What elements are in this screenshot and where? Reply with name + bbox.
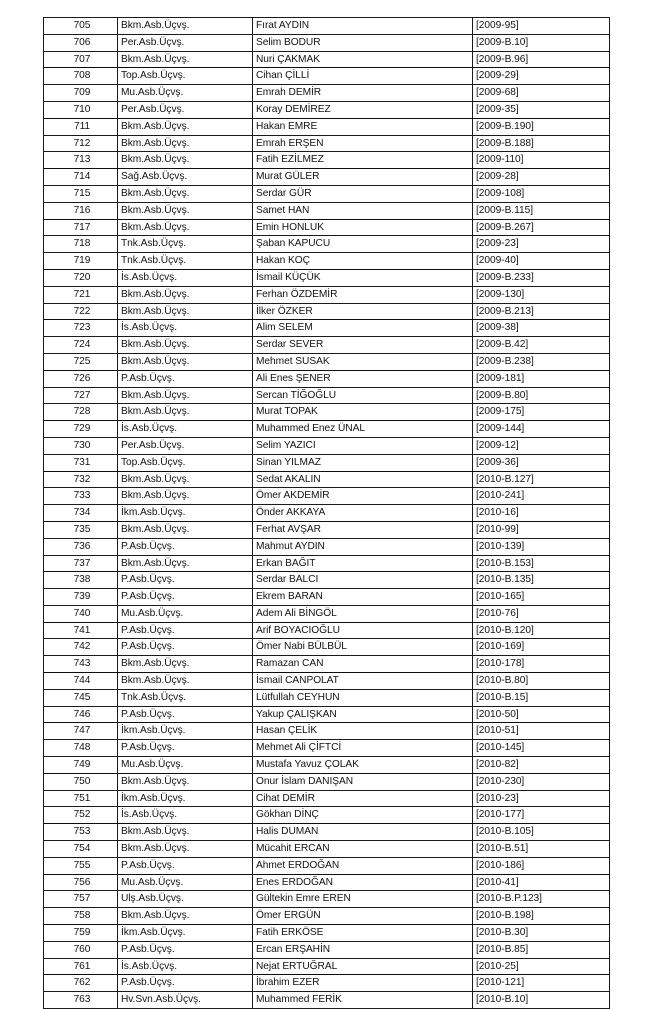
cell-person-name: Serdar GÜR	[253, 185, 473, 202]
cell-rank-branch: Tnk.Asb.Üçvş.	[118, 253, 253, 270]
cell-person-name: Muhammed FERİK	[253, 992, 473, 1009]
cell-sequence-number: 714	[44, 169, 118, 186]
cell-sequence-number: 712	[44, 135, 118, 152]
cell-sequence-number: 728	[44, 404, 118, 421]
cell-reference-code: [2009-B.10]	[473, 34, 610, 51]
cell-rank-branch: Bkm.Asb.Üçvş.	[118, 51, 253, 68]
table-row	[44, 236, 610, 253]
cell-rank-branch: Bkm.Asb.Üçvş.	[118, 353, 253, 370]
table-row	[44, 908, 610, 925]
cell-rank-branch: P.Asb.Üçvş.	[118, 639, 253, 656]
cell-person-name: Ferhan ÖZDEMİR	[253, 286, 473, 303]
cell-rank-branch: Bkm.Asb.Üçvş.	[118, 824, 253, 841]
cell-sequence-number: 749	[44, 757, 118, 774]
cell-rank-branch: İs.Asb.Üçvş.	[118, 269, 253, 286]
cell-reference-code: [2009-B.213]	[473, 303, 610, 320]
cell-rank-branch: İkm.Asb.Üçvş.	[118, 723, 253, 740]
cell-reference-code: [2009-B.190]	[473, 118, 610, 135]
cell-person-name: Ahmet ERDOĞAN	[253, 857, 473, 874]
cell-sequence-number: 742	[44, 639, 118, 656]
cell-sequence-number: 743	[44, 656, 118, 673]
cell-sequence-number: 751	[44, 790, 118, 807]
cell-rank-branch: Bkm.Asb.Üçvş.	[118, 337, 253, 354]
cell-rank-branch: İs.Asb.Üçvş.	[118, 421, 253, 438]
cell-person-name: Adem Ali BİNGÖL	[253, 605, 473, 622]
cell-person-name: Mahmut AYDIN	[253, 538, 473, 555]
cell-rank-branch: Bkm.Asb.Üçvş.	[118, 219, 253, 236]
table-row	[44, 925, 610, 942]
cell-sequence-number: 713	[44, 152, 118, 169]
cell-person-name: Serdar SEVER	[253, 337, 473, 354]
cell-sequence-number: 738	[44, 572, 118, 589]
table-row	[44, 185, 610, 202]
cell-reference-code: [2010-B.51]	[473, 841, 610, 858]
cell-sequence-number: 710	[44, 101, 118, 118]
cell-rank-branch: Per.Asb.Üçvş.	[118, 437, 253, 454]
cell-sequence-number: 722	[44, 303, 118, 320]
cell-person-name: Erkan BAĞIT	[253, 555, 473, 572]
table-row	[44, 706, 610, 723]
table-row	[44, 320, 610, 337]
table-row	[44, 975, 610, 992]
cell-sequence-number: 739	[44, 589, 118, 606]
cell-sequence-number: 735	[44, 521, 118, 538]
cell-reference-code: [2009-B.42]	[473, 337, 610, 354]
cell-reference-code: [2009-B.267]	[473, 219, 610, 236]
cell-reference-code: [2010-145]	[473, 740, 610, 757]
cell-rank-branch: Mu.Asb.Üçvş.	[118, 605, 253, 622]
cell-sequence-number: 711	[44, 118, 118, 135]
cell-rank-branch: İkm.Asb.Üçvş.	[118, 790, 253, 807]
cell-rank-branch: Bkm.Asb.Üçvş.	[118, 841, 253, 858]
cell-person-name: Emrah DEMİR	[253, 85, 473, 102]
cell-person-name: Hasan ÇELİK	[253, 723, 473, 740]
cell-sequence-number: 753	[44, 824, 118, 841]
cell-reference-code: [2009-B.188]	[473, 135, 610, 152]
cell-rank-branch: Tnk.Asb.Üçvş.	[118, 689, 253, 706]
cell-reference-code: [2009-175]	[473, 404, 610, 421]
table-row	[44, 773, 610, 790]
cell-sequence-number: 724	[44, 337, 118, 354]
cell-reference-code: [2009-68]	[473, 85, 610, 102]
cell-rank-branch: Bkm.Asb.Üçvş.	[118, 404, 253, 421]
table-row	[44, 85, 610, 102]
cell-rank-branch: P.Asb.Üçvş.	[118, 706, 253, 723]
cell-sequence-number: 733	[44, 488, 118, 505]
cell-person-name: Arif BOYACIOĞLU	[253, 622, 473, 639]
cell-rank-branch: Bkm.Asb.Üçvş.	[118, 286, 253, 303]
cell-sequence-number: 763	[44, 992, 118, 1009]
cell-reference-code: [2010-B.127]	[473, 471, 610, 488]
cell-sequence-number: 719	[44, 253, 118, 270]
cell-person-name: Halis DUMAN	[253, 824, 473, 841]
cell-reference-code: [2009-40]	[473, 253, 610, 270]
table-row	[44, 135, 610, 152]
cell-person-name: Muhammed Enez ÜNAL	[253, 421, 473, 438]
table-row	[44, 286, 610, 303]
table-row	[44, 673, 610, 690]
table-row	[44, 740, 610, 757]
cell-person-name: Nejat ERTUĞRAL	[253, 958, 473, 975]
table-row	[44, 152, 610, 169]
cell-reference-code: [2010-B.30]	[473, 925, 610, 942]
table-row	[44, 538, 610, 555]
cell-person-name: Murat GÜLER	[253, 169, 473, 186]
cell-reference-code: [2010-186]	[473, 857, 610, 874]
cell-reference-code: [2010-169]	[473, 639, 610, 656]
cell-reference-code: [2009-38]	[473, 320, 610, 337]
table-row	[44, 353, 610, 370]
cell-person-name: Mehmet SUSAK	[253, 353, 473, 370]
cell-reference-code: [2009-B.233]	[473, 269, 610, 286]
cell-rank-branch: Per.Asb.Üçvş.	[118, 101, 253, 118]
cell-reference-code: [2009-23]	[473, 236, 610, 253]
cell-reference-code: [2009-108]	[473, 185, 610, 202]
cell-person-name: Cihat DEMİR	[253, 790, 473, 807]
table-row	[44, 202, 610, 219]
table-row	[44, 68, 610, 85]
cell-reference-code: [2009-B.238]	[473, 353, 610, 370]
table-row	[44, 807, 610, 824]
cell-reference-code: [2009-B.96]	[473, 51, 610, 68]
cell-person-name: Fatih EZİLMEZ	[253, 152, 473, 169]
cell-reference-code: [2009-144]	[473, 421, 610, 438]
cell-sequence-number: 706	[44, 34, 118, 51]
cell-person-name: Selim YAZICI	[253, 437, 473, 454]
cell-sequence-number: 754	[44, 841, 118, 858]
cell-sequence-number: 716	[44, 202, 118, 219]
table-row	[44, 841, 610, 858]
cell-reference-code: [2010-B.198]	[473, 908, 610, 925]
cell-person-name: Murat TOPAK	[253, 404, 473, 421]
cell-reference-code: [2009-28]	[473, 169, 610, 186]
cell-rank-branch: Bkm.Asb.Üçvş.	[118, 471, 253, 488]
cell-sequence-number: 721	[44, 286, 118, 303]
cell-sequence-number: 729	[44, 421, 118, 438]
cell-person-name: Mustafa Yavuz ÇOLAK	[253, 757, 473, 774]
cell-sequence-number: 734	[44, 505, 118, 522]
cell-sequence-number: 732	[44, 471, 118, 488]
table-row	[44, 505, 610, 522]
cell-sequence-number: 731	[44, 454, 118, 471]
roster-table-body	[44, 18, 610, 1009]
cell-sequence-number: 740	[44, 605, 118, 622]
cell-sequence-number: 750	[44, 773, 118, 790]
cell-reference-code: [2010-B.15]	[473, 689, 610, 706]
cell-reference-code: [2010-165]	[473, 589, 610, 606]
cell-rank-branch: Bkm.Asb.Üçvş.	[118, 656, 253, 673]
cell-reference-code: [2010-B.85]	[473, 941, 610, 958]
cell-reference-code: [2010-16]	[473, 505, 610, 522]
table-row	[44, 941, 610, 958]
table-row	[44, 219, 610, 236]
table-row	[44, 34, 610, 51]
cell-reference-code: [2010-50]	[473, 706, 610, 723]
cell-rank-branch: Bkm.Asb.Üçvş.	[118, 555, 253, 572]
cell-person-name: Emrah ERŞEN	[253, 135, 473, 152]
table-row	[44, 958, 610, 975]
table-row	[44, 555, 610, 572]
cell-reference-code: [2010-139]	[473, 538, 610, 555]
cell-rank-branch: P.Asb.Üçvş.	[118, 589, 253, 606]
cell-person-name: Serdar BALCI	[253, 572, 473, 589]
cell-rank-branch: P.Asb.Üçvş.	[118, 857, 253, 874]
cell-person-name: Ömer Nabi BÜLBÜL	[253, 639, 473, 656]
cell-person-name: Koray DEMİREZ	[253, 101, 473, 118]
cell-reference-code: [2009-B.115]	[473, 202, 610, 219]
cell-sequence-number: 757	[44, 891, 118, 908]
cell-person-name: Alim SELEM	[253, 320, 473, 337]
cell-person-name: Fatih ERKÖSE	[253, 925, 473, 942]
cell-reference-code: [2010-121]	[473, 975, 610, 992]
cell-person-name: Selim BODUR	[253, 34, 473, 51]
cell-rank-branch: Bkm.Asb.Üçvş.	[118, 908, 253, 925]
cell-person-name: Ramazan CAN	[253, 656, 473, 673]
cell-sequence-number: 761	[44, 958, 118, 975]
cell-rank-branch: P.Asb.Üçvş.	[118, 622, 253, 639]
cell-reference-code: [2010-25]	[473, 958, 610, 975]
cell-reference-code: [2010-177]	[473, 807, 610, 824]
cell-sequence-number: 746	[44, 706, 118, 723]
cell-reference-code: [2009-36]	[473, 454, 610, 471]
table-row	[44, 169, 610, 186]
table-row	[44, 18, 610, 35]
cell-person-name: Ömer AKDEMİR	[253, 488, 473, 505]
cell-person-name: Nuri ÇAKMAK	[253, 51, 473, 68]
cell-person-name: Mehmet Ali ÇİFTCİ	[253, 740, 473, 757]
cell-reference-code: [2010-82]	[473, 757, 610, 774]
cell-rank-branch: Bkm.Asb.Üçvş.	[118, 521, 253, 538]
cell-reference-code: [2009-181]	[473, 370, 610, 387]
cell-person-name: Ömer ERGÜN	[253, 908, 473, 925]
cell-reference-code: [2010-B.80]	[473, 673, 610, 690]
table-row	[44, 51, 610, 68]
cell-reference-code: [2010-241]	[473, 488, 610, 505]
cell-person-name: Hakan EMRE	[253, 118, 473, 135]
cell-person-name: Yakup ÇALIŞKAN	[253, 706, 473, 723]
cell-sequence-number: 759	[44, 925, 118, 942]
cell-rank-branch: Bkm.Asb.Üçvş.	[118, 152, 253, 169]
cell-person-name: Sinan YILMAZ	[253, 454, 473, 471]
cell-person-name: Gökhan DİNÇ	[253, 807, 473, 824]
cell-sequence-number: 726	[44, 370, 118, 387]
table-row	[44, 303, 610, 320]
cell-person-name: İbrahim EZER	[253, 975, 473, 992]
cell-rank-branch: Bkm.Asb.Üçvş.	[118, 673, 253, 690]
table-row	[44, 757, 610, 774]
cell-person-name: Onur İslam DANIŞAN	[253, 773, 473, 790]
table-row	[44, 622, 610, 639]
cell-person-name: Mücahit ERCAN	[253, 841, 473, 858]
cell-reference-code: [2010-51]	[473, 723, 610, 740]
cell-sequence-number: 736	[44, 538, 118, 555]
cell-rank-branch: Mu.Asb.Üçvş.	[118, 757, 253, 774]
cell-sequence-number: 718	[44, 236, 118, 253]
cell-rank-branch: Bkm.Asb.Üçvş.	[118, 773, 253, 790]
cell-person-name: Önder AKKAYA	[253, 505, 473, 522]
table-row	[44, 521, 610, 538]
cell-reference-code: [2010-76]	[473, 605, 610, 622]
cell-sequence-number: 717	[44, 219, 118, 236]
cell-person-name: Sedat AKALIN	[253, 471, 473, 488]
cell-sequence-number: 762	[44, 975, 118, 992]
table-row	[44, 656, 610, 673]
cell-sequence-number: 709	[44, 85, 118, 102]
table-row	[44, 118, 610, 135]
cell-reference-code: [2010-99]	[473, 521, 610, 538]
table-row	[44, 437, 610, 454]
table-row	[44, 572, 610, 589]
cell-rank-branch: P.Asb.Üçvş.	[118, 740, 253, 757]
cell-reference-code: [2009-110]	[473, 152, 610, 169]
cell-person-name: Ferhat AVŞAR	[253, 521, 473, 538]
cell-rank-branch: P.Asb.Üçvş.	[118, 370, 253, 387]
cell-reference-code: [2010-230]	[473, 773, 610, 790]
cell-person-name: İlker ÖZKER	[253, 303, 473, 320]
cell-person-name: Hakan KOÇ	[253, 253, 473, 270]
cell-person-name: Fırat AYDIN	[253, 18, 473, 35]
cell-person-name: İsmail KÜÇÜK	[253, 269, 473, 286]
cell-rank-branch: P.Asb.Üçvş.	[118, 538, 253, 555]
table-row	[44, 421, 610, 438]
cell-rank-branch: P.Asb.Üçvş.	[118, 572, 253, 589]
cell-reference-code: [2009-12]	[473, 437, 610, 454]
table-row	[44, 370, 610, 387]
table-row	[44, 471, 610, 488]
table-row	[44, 891, 610, 908]
table-row	[44, 387, 610, 404]
cell-rank-branch: İkm.Asb.Üçvş.	[118, 505, 253, 522]
cell-rank-branch: Ulş.Asb.Üçvş.	[118, 891, 253, 908]
cell-sequence-number: 723	[44, 320, 118, 337]
cell-sequence-number: 755	[44, 857, 118, 874]
cell-person-name: Ercan ERŞAHİN	[253, 941, 473, 958]
cell-reference-code: [2009-95]	[473, 18, 610, 35]
table-row	[44, 337, 610, 354]
table-row	[44, 689, 610, 706]
cell-rank-branch: Mu.Asb.Üçvş.	[118, 874, 253, 891]
cell-rank-branch: İs.Asb.Üçvş.	[118, 320, 253, 337]
cell-reference-code: [2010-B.120]	[473, 622, 610, 639]
cell-reference-code: [2010-B.10]	[473, 992, 610, 1009]
cell-rank-branch: Bkm.Asb.Üçvş.	[118, 488, 253, 505]
cell-person-name: Lütfullah CEYHUN	[253, 689, 473, 706]
cell-rank-branch: Bkm.Asb.Üçvş.	[118, 18, 253, 35]
table-row	[44, 723, 610, 740]
cell-rank-branch: Bkm.Asb.Üçvş.	[118, 202, 253, 219]
cell-rank-branch: Per.Asb.Üçvş.	[118, 34, 253, 51]
cell-sequence-number: 756	[44, 874, 118, 891]
cell-sequence-number: 741	[44, 622, 118, 639]
cell-person-name: İsmail CANPOLAT	[253, 673, 473, 690]
table-row	[44, 488, 610, 505]
cell-person-name: Emin HONLUK	[253, 219, 473, 236]
table-row	[44, 639, 610, 656]
cell-rank-branch: İs.Asb.Üçvş.	[118, 807, 253, 824]
table-row	[44, 589, 610, 606]
table-row	[44, 824, 610, 841]
cell-rank-branch: Bkm.Asb.Üçvş.	[118, 185, 253, 202]
table-row	[44, 253, 610, 270]
roster-table	[43, 17, 610, 1009]
cell-sequence-number: 725	[44, 353, 118, 370]
cell-reference-code: [2009-35]	[473, 101, 610, 118]
cell-rank-branch: Tnk.Asb.Üçvş.	[118, 236, 253, 253]
table-row	[44, 874, 610, 891]
cell-person-name: Enes ERDOĞAN	[253, 874, 473, 891]
cell-sequence-number: 760	[44, 941, 118, 958]
cell-rank-branch: Top.Asb.Üçvş.	[118, 68, 253, 85]
cell-rank-branch: Bkm.Asb.Üçvş.	[118, 118, 253, 135]
table-row	[44, 269, 610, 286]
cell-sequence-number: 715	[44, 185, 118, 202]
table-row	[44, 992, 610, 1009]
roster-table-container	[43, 17, 609, 1009]
cell-person-name: Ekrem BARAN	[253, 589, 473, 606]
table-row	[44, 857, 610, 874]
cell-rank-branch: Bkm.Asb.Üçvş.	[118, 135, 253, 152]
table-row	[44, 454, 610, 471]
cell-reference-code: [2010-B.153]	[473, 555, 610, 572]
cell-reference-code: [2010-41]	[473, 874, 610, 891]
cell-rank-branch: Top.Asb.Üçvş.	[118, 454, 253, 471]
cell-reference-code: [2010-B.105]	[473, 824, 610, 841]
cell-rank-branch: Bkm.Asb.Üçvş.	[118, 387, 253, 404]
cell-person-name: Sercan TİĞOĞLU	[253, 387, 473, 404]
cell-person-name: Samet HAN	[253, 202, 473, 219]
cell-rank-branch: Hv.Svn.Asb.Üçvş.	[118, 992, 253, 1009]
cell-sequence-number: 748	[44, 740, 118, 757]
cell-rank-branch: Mu.Asb.Üçvş.	[118, 85, 253, 102]
cell-sequence-number: 730	[44, 437, 118, 454]
cell-person-name: Cihan ÇİLLİ	[253, 68, 473, 85]
table-row	[44, 101, 610, 118]
cell-rank-branch: İs.Asb.Üçvş.	[118, 958, 253, 975]
cell-reference-code: [2009-130]	[473, 286, 610, 303]
cell-reference-code: [2010-B.135]	[473, 572, 610, 589]
table-row	[44, 605, 610, 622]
cell-reference-code: [2010-B.P.123]	[473, 891, 610, 908]
cell-sequence-number: 708	[44, 68, 118, 85]
cell-person-name: Şaban KAPUCU	[253, 236, 473, 253]
cell-person-name: Gültekin Emre EREN	[253, 891, 473, 908]
cell-rank-branch: İkm.Asb.Üçvş.	[118, 925, 253, 942]
cell-sequence-number: 744	[44, 673, 118, 690]
cell-sequence-number: 720	[44, 269, 118, 286]
cell-sequence-number: 705	[44, 18, 118, 35]
cell-rank-branch: Sağ.Asb.Üçvş.	[118, 169, 253, 186]
cell-rank-branch: P.Asb.Üçvş.	[118, 941, 253, 958]
cell-sequence-number: 737	[44, 555, 118, 572]
cell-sequence-number: 707	[44, 51, 118, 68]
cell-reference-code: [2009-29]	[473, 68, 610, 85]
cell-sequence-number: 747	[44, 723, 118, 740]
cell-reference-code: [2009-B.80]	[473, 387, 610, 404]
cell-sequence-number: 758	[44, 908, 118, 925]
cell-sequence-number: 752	[44, 807, 118, 824]
cell-sequence-number: 745	[44, 689, 118, 706]
cell-reference-code: [2010-23]	[473, 790, 610, 807]
table-row	[44, 404, 610, 421]
cell-person-name: Ali Enes ŞENER	[253, 370, 473, 387]
cell-rank-branch: Bkm.Asb.Üçvş.	[118, 303, 253, 320]
cell-reference-code: [2010-178]	[473, 656, 610, 673]
cell-sequence-number: 727	[44, 387, 118, 404]
table-row	[44, 790, 610, 807]
cell-rank-branch: P.Asb.Üçvş.	[118, 975, 253, 992]
